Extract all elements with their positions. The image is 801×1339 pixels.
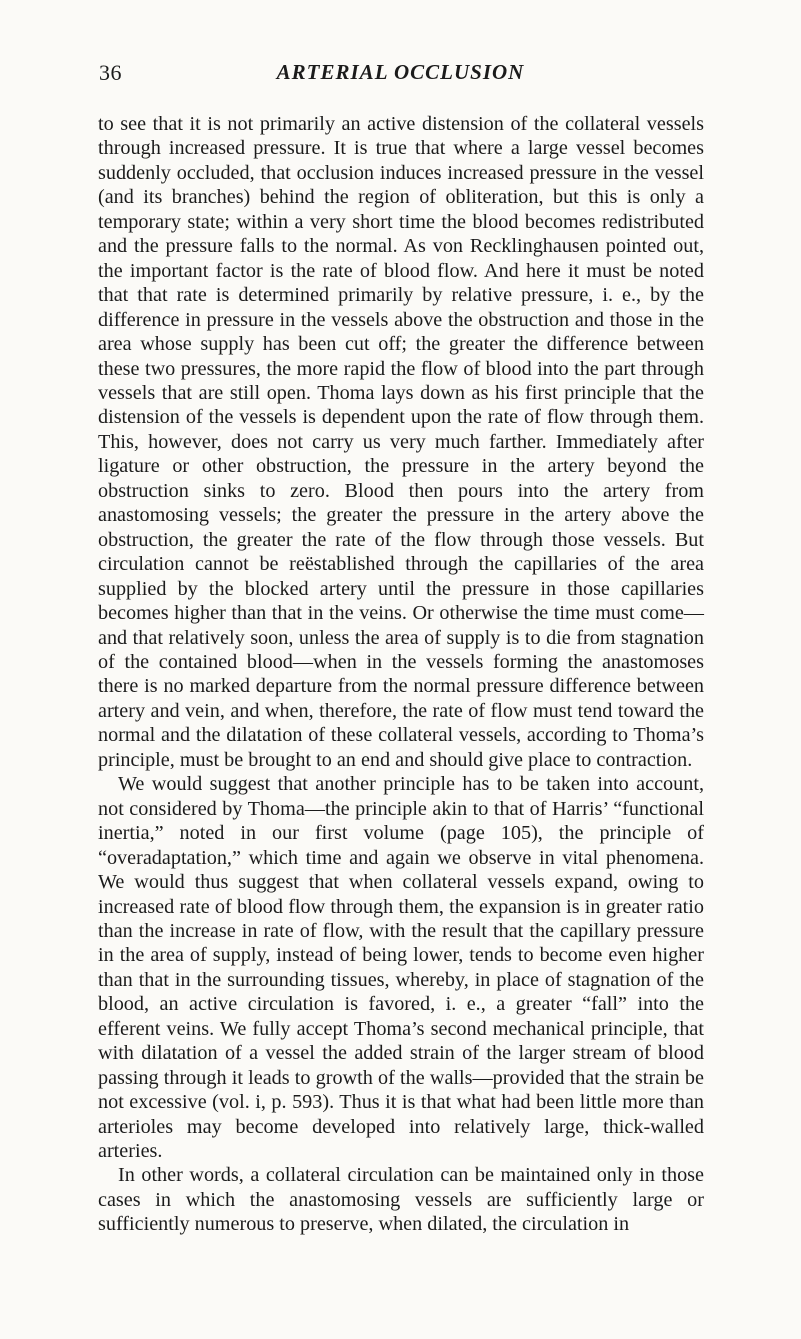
page-header bbox=[0, 60, 801, 90]
paragraph-1: to see that it is not primarily an active distension of the collateral vessels through increased pressure. It is true that where a large vessel becomes suddenly occluded, that occlusion induces increased pressure in the vessel (and its branches) behind the region of obliteration, but this is only a temporary state; within a very short time the blood becomes redistributed and the pressure falls to the normal. As von Recklinghausen pointed out, the important factor is the rate of blood flow. And here it must be noted that that rate is determined primarily by relative pressure, i. e., by the difference in pressure in the vessels above the obstruction and those in the area whose supply has been cut off; the greater the difference between these two pressures, the more rapid the flow of blood into the part through vessels that are still open. Thoma lays down as his first principle that the distension of the vessels is dependent upon the rate of flow through them. This, however, does not carry us very much farther. Immediately after ligature or other obstruction, the pressure in the artery beyond the obstruction sinks to zero. Blood then pours into the artery from anastomosing vessels; the greater the pressure in the artery above the obstruction, the greater the rate of the flow through those vessels. But circulation cannot be reëstablished through the capillaries of the area supplied by the blocked artery until the pressure in those capillaries becomes higher than that in the veins. Or otherwise the time must come—and that relatively soon, unless the area of supply is to die from stagnation of the contained blood—when in the vessels forming the anastomoses there is no marked departure from the normal pressure difference between artery and vein, and when, therefore, the rate of flow must tend toward the normal and the dilatation of these collateral vessels, according to Thoma’s principle, must be brought to an end and should give place to contraction. bbox=[98, 113, 704, 771]
body-text bbox=[98, 112, 704, 1237]
paragraph-2: We would suggest that another principle has to be taken into account, not considered by Thoma—the principle akin to that of Harris’ “functional inertia,” noted in our first volume (page 105), the principle of “overadaptation,” which time and again we observe in vital phenomena. We would thus suggest that when collateral vessels expand, owing to increased rate of blood flow through them, the expansion is in greater ratio than the increase in rate of flow, with the result that the capillary pressure in the area of supply, instead of being lower, tends to become even higher than that in the surrounding tissues, whereby, in place of stagnation of the blood, an active circulation is favored, i. e., a greater “fall” into the efferent veins. We fully accept Thoma’s second mechanical principle, that with dilatation of a vessel the added strain of the larger stream of blood passing through it leads to growth of the walls—provided that the strain be not excessive (vol. i, p. 593). Thus it is that what had been little more than arterioles may become developed into relatively large, thick-walled arteries. bbox=[98, 773, 704, 1163]
page-number: 36 bbox=[99, 60, 122, 85]
paragraph-3: In other words, a collateral circulation can be maintained only in those cases in which the anastomosing vessels are sufficiently large or sufficiently numerous to preserve, when dilated, the circulation in bbox=[98, 1164, 704, 1236]
running-head: ARTERIAL OCCLUSION bbox=[276, 60, 525, 84]
